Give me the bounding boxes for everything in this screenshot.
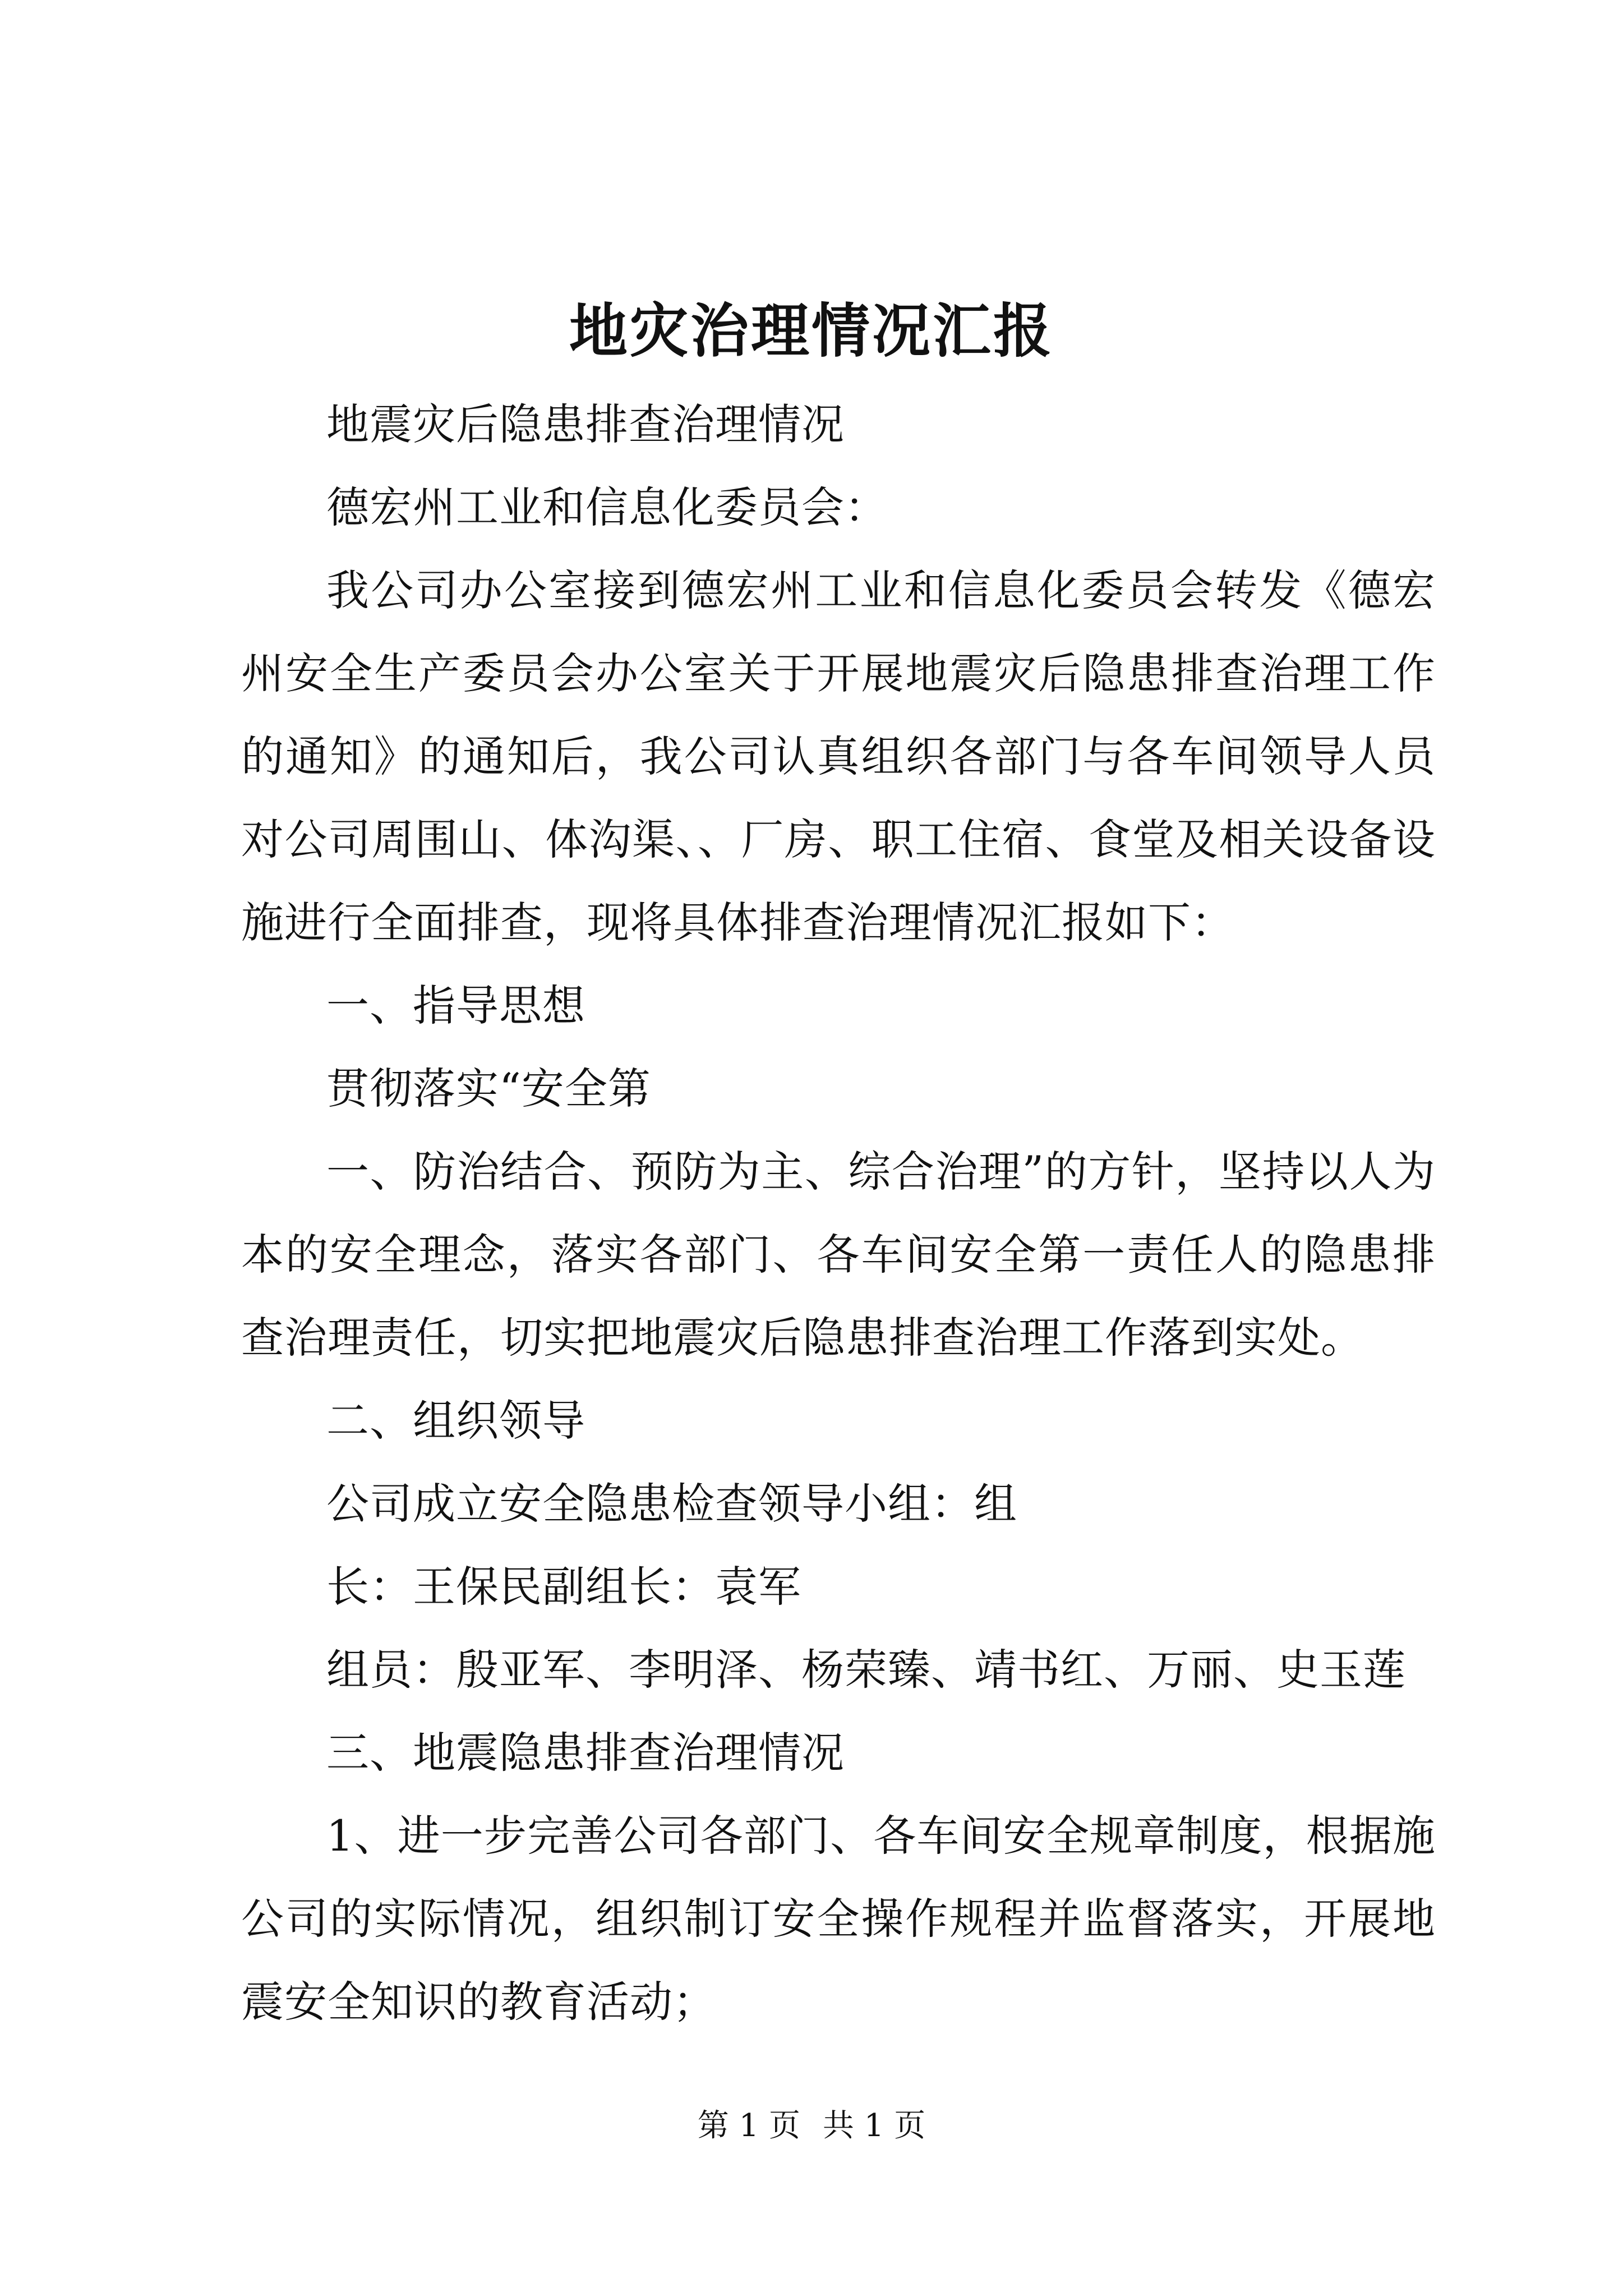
paragraph-item-1: 1、进一步完善公司各部门、各车间安全规章制度，根据施公司的实际情况，组织制订安全操作规程并监督落实，开展地震安全知识的教育活动； (241, 1811, 1436, 2027)
page-number-total: 共 1 页 (823, 2108, 926, 2144)
document-body (241, 383, 1436, 2044)
page-footer (0, 2104, 1623, 2148)
page-number-current: 第 1 页 (697, 2108, 800, 2144)
paragraph-intro: 我公司办公室接到德宏州工业和信息化委员会转发《德宏州安全生产委员会办公室关于开展地震灾后隐患排查治理工作的通知》的通知后，我公司认真组织各部门与各车间领导人员对公司周围山、体沟渠、、厂房、职工住宿、食堂及相关设备设施进行全面排查，现将具体排查治理情况汇报如下： (241, 565, 1436, 947)
paragraph-members: 组员：殷亚军、李明泽、杨荣臻、靖书红、万丽、史玉莲 (326, 1645, 1406, 1695)
paragraph-guiding-thought-body: 一、防治结合、预防为主、综合治理”的方针，坚持以人为本的安全理念，落实各部门、各车间安全第一责任人的隐患排查治理责任，切实把地震灾后隐患排查治理工作落到实处。 (241, 1147, 1436, 1363)
heading-inspection: 三、地震隐患排查治理情况 (326, 1728, 845, 1778)
paragraph-subtitle: 地震灾后隐患排查治理情况 (326, 399, 845, 449)
paragraph-leaders: 长：王保民副组长：袁军 (326, 1562, 801, 1612)
paragraph-organization: 公司成立安全隐患检查领导小组：组 (326, 1479, 1017, 1529)
paragraph-addressee: 德宏州工业和信息化委员会： (326, 482, 888, 532)
heading-guiding-thought: 一、指导思想 (326, 981, 585, 1030)
document-title: 地灾治理情况汇报 (569, 296, 1054, 365)
heading-organization: 二、组织领导 (326, 1396, 585, 1446)
paragraph-guiding-thought-start: 贯彻落实“安全第 (326, 1064, 651, 1114)
